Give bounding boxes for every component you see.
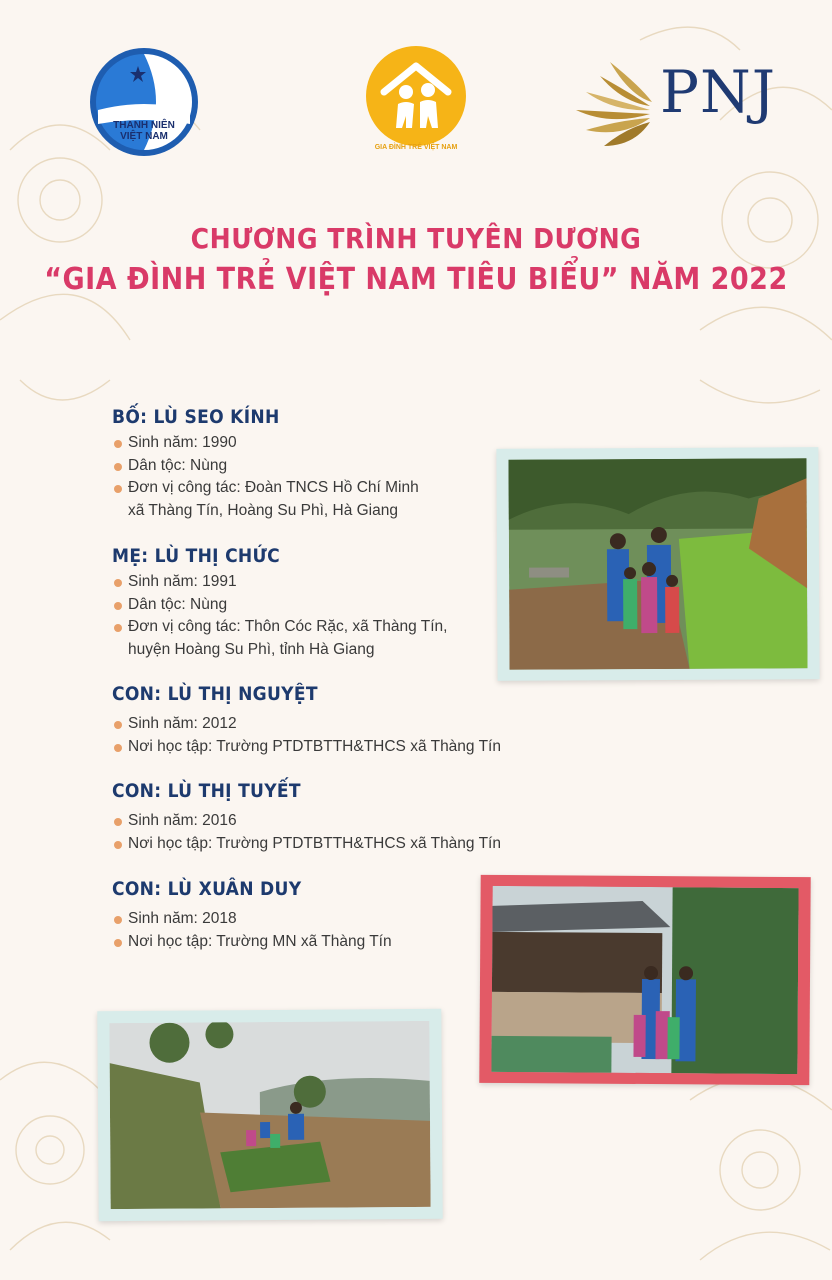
member-child-3 — [112, 878, 392, 953]
list-item: Sinh năm: 2016 — [112, 810, 501, 833]
family-photo-hillside — [97, 1009, 442, 1221]
page-title-line2: “GIA ĐÌNH TRẺ VIỆT NAM TIÊU BIỂU” NĂM 2022 — [44, 262, 788, 297]
list-item: Sinh năm: 1991 — [112, 571, 447, 594]
member-heading: CON: LÙ THỊ NGUYỆT — [112, 683, 318, 705]
member-mother — [112, 545, 447, 661]
pnj-wordmark: PNJ — [660, 58, 777, 126]
logo-tn-line2: VIỆT NAM — [120, 131, 168, 142]
member-heading: MẸ: LÙ THỊ CHỨC — [112, 545, 280, 567]
member-heading: CON: LÙ XUÂN DUY — [112, 878, 302, 900]
list-item: Đơn vị công tác: Thôn Cóc Rặc, xã Thàng Tín, huyện Hoàng Su Phì, tỉnh Hà Giang — [112, 616, 447, 661]
logo-gd-caption: GIA ĐÌNH TRẺ VIỆT NAM — [374, 144, 458, 151]
list-item: Dân tộc: Nùng — [112, 455, 419, 478]
member-heading: CON: LÙ THỊ TUYẾT — [112, 780, 301, 802]
list-item: Nơi học tập: Trường MN xã Thàng Tín — [112, 931, 392, 954]
list-item: Nơi học tập: Trường PTDTBTTH&THCS xã Thàng Tín — [112, 833, 501, 856]
member-child-2 — [112, 780, 501, 855]
logo-tn-line1: THANH NIÊN — [113, 120, 175, 131]
member-heading: BỐ: LÙ SEO KÍNH — [112, 406, 280, 428]
pnj-logo — [570, 56, 790, 152]
list-item: Sinh năm: 2018 — [112, 908, 392, 931]
list-item: Dân tộc: Nùng — [112, 594, 447, 617]
thanh-nien-viet-nam-logo — [88, 46, 200, 158]
list-item: Sinh năm: 1990 — [112, 432, 419, 455]
page-title-line1: CHƯƠNG TRÌNH TUYÊN DƯƠNG — [190, 222, 642, 255]
gia-dinh-tre-logo — [362, 44, 470, 164]
list-item: Đơn vị công tác: Đoàn TNCS Hồ Chí Minh xã Thàng Tín, Hoàng Su Phì, Hà Giang — [112, 477, 419, 522]
member-father — [112, 406, 419, 522]
family-photo-house — [479, 875, 810, 1085]
family-photo-rice-field — [496, 447, 819, 681]
list-item: Nơi học tập: Trường PTDTBTTH&THCS xã Thàng Tín — [112, 736, 501, 759]
member-child-1 — [112, 683, 501, 758]
list-item: Sinh năm: 2012 — [112, 713, 501, 736]
